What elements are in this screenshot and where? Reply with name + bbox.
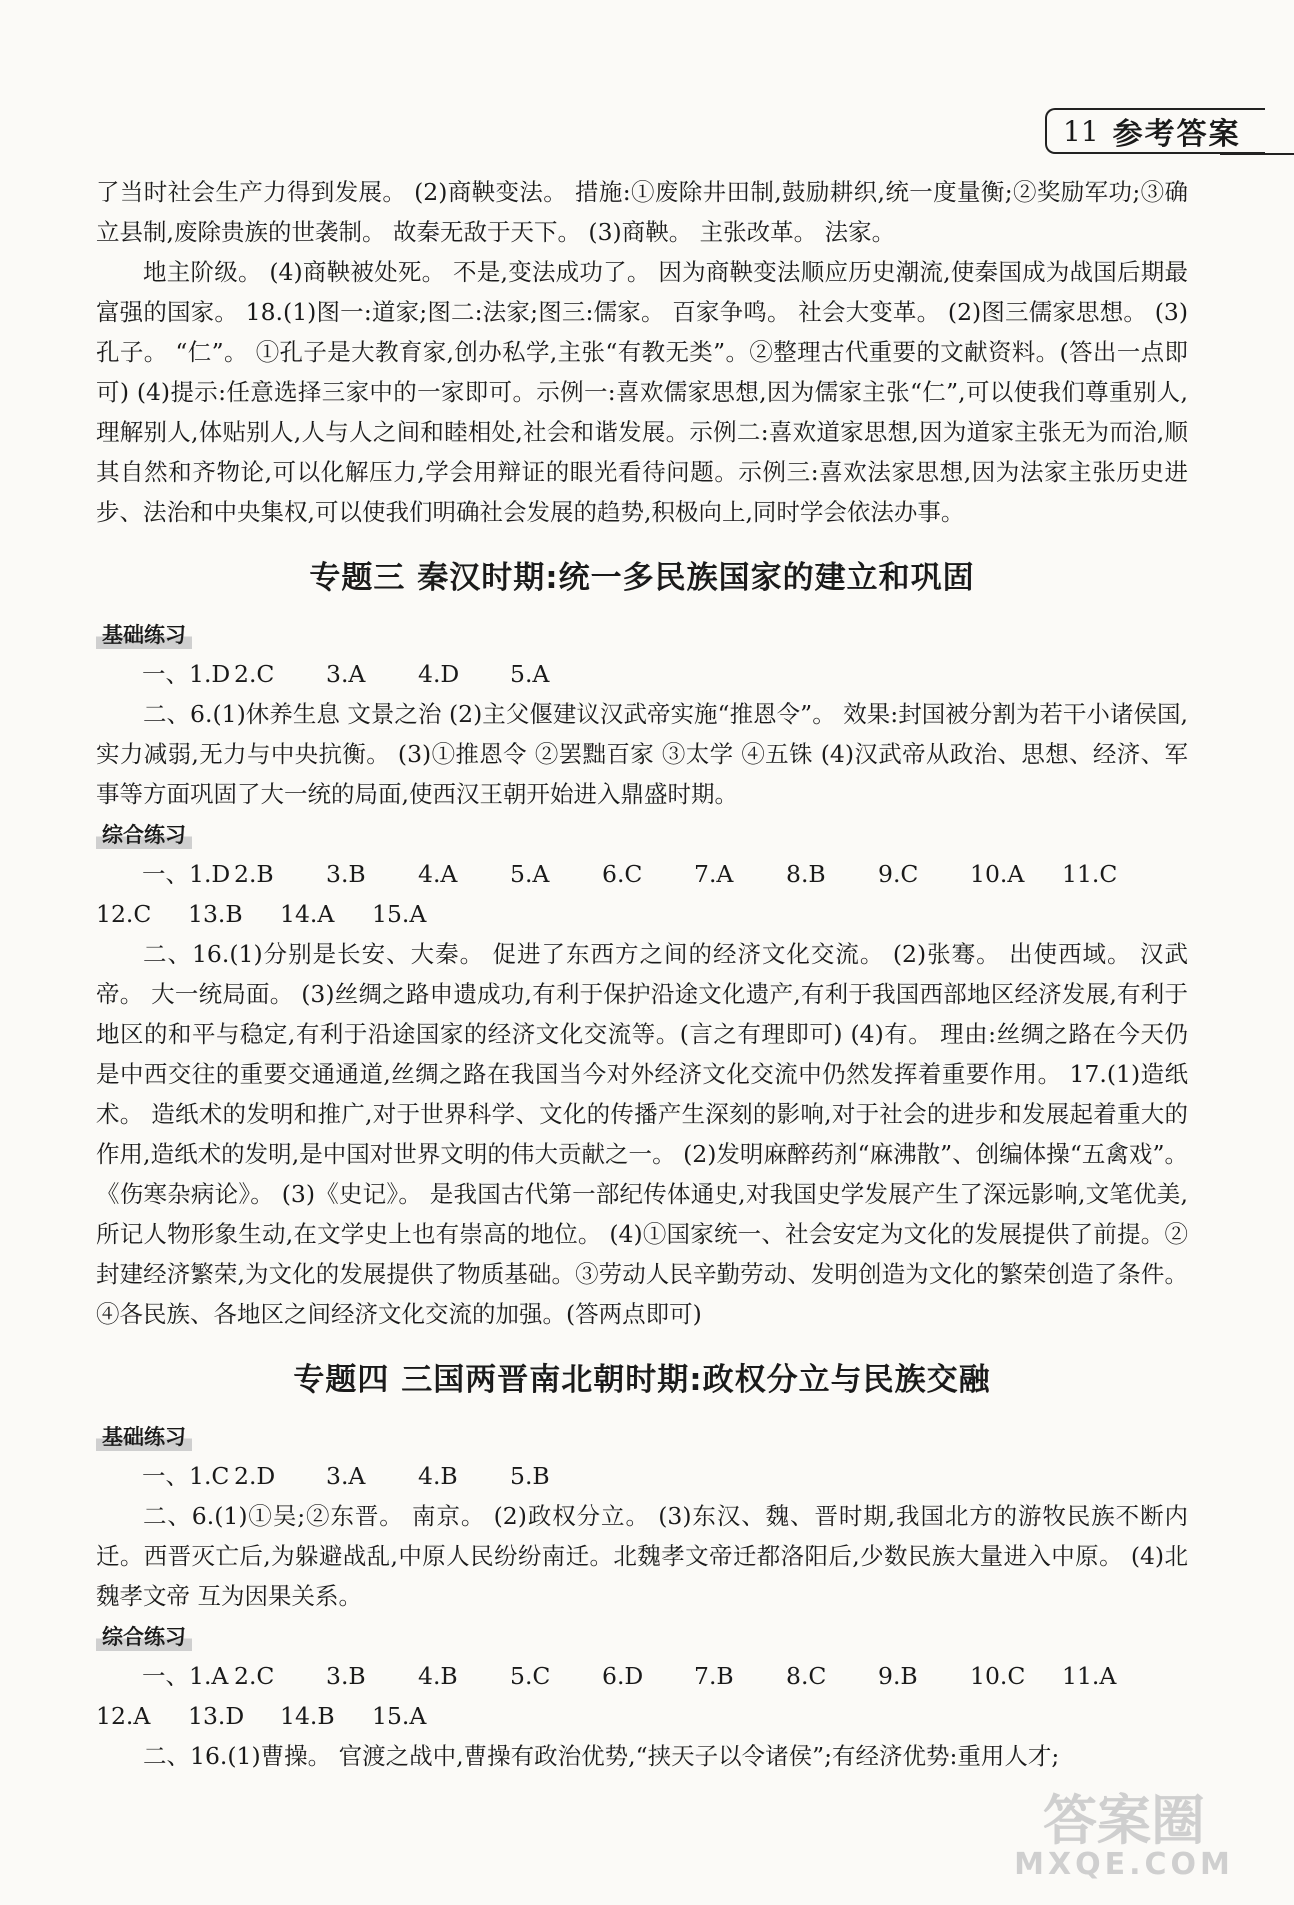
answer-item: 10.C (970, 1662, 1026, 1690)
answer-item: 2.C (234, 1662, 275, 1690)
intro-paragraph-2: 地主阶级。 (4)商鞅被处死。 不是,变法成功了。 因为商鞅变法顺应历史潮流,使秦国成为战国后期最富强的国家。 18.(1)图一:道家;图二:法家;图三:儒家。 百家争鸣。 社会大变革。 (2)图三儒家思想。 (3)孔子。 “仁”。 ①孔子是大教育家,创办私学,主张“有教无类”。②整理古代重要的文献资料。(答出一点即可) (4)提示:任意选择三家中的一家即可。示例一:喜欢儒家思想,因为儒家主张“仁”,可以使我们尊重别人,理解别人,体贴别人,人与人之间和睦相处,社会和谐发展。示例二:喜欢道家思想,因为道家主张无为而治,顺其自然和齐物论,可以化解压力,学会用辩证的眼光看待问题。示例三:喜欢法家思想,因为法家主张历史进步、法治和中央集权,可以使我们明确社会发展的趋势,积极向上,同时学会依法办事。 (96, 258, 1188, 526)
answer-item: 8.B (786, 860, 826, 888)
comp-mc-answers-row2 (96, 1696, 1188, 1736)
answer-item: 一、1.D (142, 860, 231, 888)
answer-item: 3.A (326, 660, 366, 688)
comprehensive-practice-label: 综合练习 (96, 1623, 192, 1651)
answer-item: 13.B (188, 900, 243, 928)
basic-practice-label: 基础练习 (96, 1423, 192, 1451)
answer-item: 9.B (878, 1662, 918, 1690)
section-title: 专题四 三国两晋南北朝时期:政权分立与民族交融 (293, 1362, 991, 1398)
answer-item: 9.C (878, 860, 919, 888)
answer-item: 4.B (418, 1462, 458, 1490)
comp-mc-answers-row1 (96, 1656, 1188, 1696)
comp-mc-answers-row2 (96, 894, 1188, 934)
answer-item: 14.A (280, 900, 335, 928)
header-rule (1220, 153, 1294, 155)
answer-item: 2.B (234, 860, 274, 888)
answer-item: 15.A (372, 900, 427, 928)
answer-item: 15.A (372, 1702, 427, 1730)
basic-text: 二、6.(1)休养生息 文景之治 (2)主父偃建议汉武帝实施“推恩令”。 效果:封国被分割为若干小诸侯国,实力减弱,无力与中央抗衡。 (3)①推恩令 ②罢黜百家 ③太学 ④五铢 (4)汉武帝从政治、思想、经济、军事等方面巩固了大一统的局面,使西汉王朝开始进入鼎盛时期。 (96, 700, 1188, 808)
answer-item: 5.B (510, 1462, 550, 1490)
answer-item: 3.B (326, 1662, 366, 1690)
answer-item: 11.A (1062, 1662, 1117, 1690)
intro-paragraph-1: 了当时社会生产力得到发展。 (2)商鞅变法。 措施:①废除井田制,鼓励耕织,统一度量衡;②奖励军功;③确立县制,废除贵族的世袭制。 故秦无敌于天下。 (3)商鞅。 主张改革。 法家。 (96, 178, 1188, 246)
answer-item: 3.A (326, 1462, 366, 1490)
answer-item: 2.C (234, 660, 275, 688)
answer-item: 6.C (602, 860, 643, 888)
watermark-sub: MXQE.COM (1014, 1847, 1234, 1882)
basic-practice-label: 基础练习 (96, 621, 192, 649)
answer-item: 4.B (418, 1662, 458, 1690)
basic-mc-answers (96, 654, 1188, 694)
section-title: 专题三 秦汉时期:统一多民族国家的建立和巩固 (309, 560, 975, 596)
answer-item: 13.D (188, 1702, 245, 1730)
answer-item: 一、1.A (142, 1662, 229, 1690)
header-title: 参考答案 (1112, 117, 1241, 152)
comp-text: 二、16.(1)曹操。 官渡之战中,曹操有政治优势,“挟天子以令诸侯”;有经济优势:重用人才; (143, 1742, 1060, 1770)
page-number: 11 (1063, 114, 1099, 148)
answer-item: 14.B (280, 1702, 335, 1730)
comprehensive-practice-label: 综合练习 (96, 821, 192, 849)
answer-item: 10.A (970, 860, 1025, 888)
answer-content (96, 172, 1188, 1776)
answer-item: 12.C (96, 900, 152, 928)
answer-item: 7.B (694, 1662, 734, 1690)
answer-item: 2.D (234, 1462, 276, 1490)
answer-item: 12.A (96, 1702, 151, 1730)
answer-item: 8.C (786, 1662, 827, 1690)
watermark-logo (994, 1789, 1254, 1883)
answer-item: 5.C (510, 1662, 551, 1690)
answer-item: 4.D (418, 660, 460, 688)
basic-text: 二、6.(1)①吴;②东晋。 南京。 (2)政权分立。 (3)东汉、魏、晋时期,我国北方的游牧民族不断内迁。西晋灭亡后,为躲避战乱,中原人民纷纷南迁。北魏孝文帝迁都洛阳后,少数民族大量进入中原。 (4)北魏孝文帝 互为因果关系。 (96, 1502, 1188, 1610)
answer-item: 一、1.D (142, 660, 231, 688)
answer-item: 一、1.C (142, 1462, 230, 1490)
answer-item: 4.A (418, 860, 458, 888)
page-header (1045, 108, 1265, 154)
answer-item: 5.A (510, 860, 550, 888)
comp-text: 二、16.(1)分别是长安、大秦。 促进了东西方之间的经济文化交流。 (2)张骞。 出使西域。 汉武帝。 大一统局面。 (3)丝绸之路申遗成功,有利于保护沿途文化遗产,有利于我国西部地区经济发展,有利于地区的和平与稳定,有利于沿途国家的经济文化交流等。(言之有理即可) (4)有。 理由:丝绸之路在今天仍是中西交往的重要交通通道,丝绸之路在我国当今对外经济文化交流中仍然发挥着重要作用。 17.(1)造纸术。 造纸术的发明和推广,对于世界科学、文化的传播产生深刻的影响,对于社会的进步和发展起着重大的作用,造纸术的发明,是中国对世界文明的伟大贡献之一。 (2)发明麻醉药剂“麻沸散”、创编体操“五禽戏”。 《伤寒杂病论》。 (3)《史记》。 是我国古代第一部纪传体通史,对我国史学发展产生了深远影响,文笔优美,所记人物形象生动,在文学史上也有崇高的地位。 (4)①国家统一、社会安定为文化的发展提供了前提。②封建经济繁荣,为文化的发展提供了物质基础。③劳动人民辛勤劳动、发明创造为文化的繁荣创造了条件。④各民族、各地区之间经济文化交流的加强。(答两点即可) (96, 940, 1188, 1328)
answer-item: 6.D (602, 1662, 644, 1690)
answer-item: 7.A (694, 860, 734, 888)
basic-mc-answers (96, 1456, 1188, 1496)
comp-mc-answers-row1 (96, 854, 1188, 894)
answer-item: 11.C (1062, 860, 1118, 888)
watermark-main: 答案圈 (1043, 1789, 1205, 1852)
answer-item: 5.A (510, 660, 550, 688)
answer-item: 3.B (326, 860, 366, 888)
